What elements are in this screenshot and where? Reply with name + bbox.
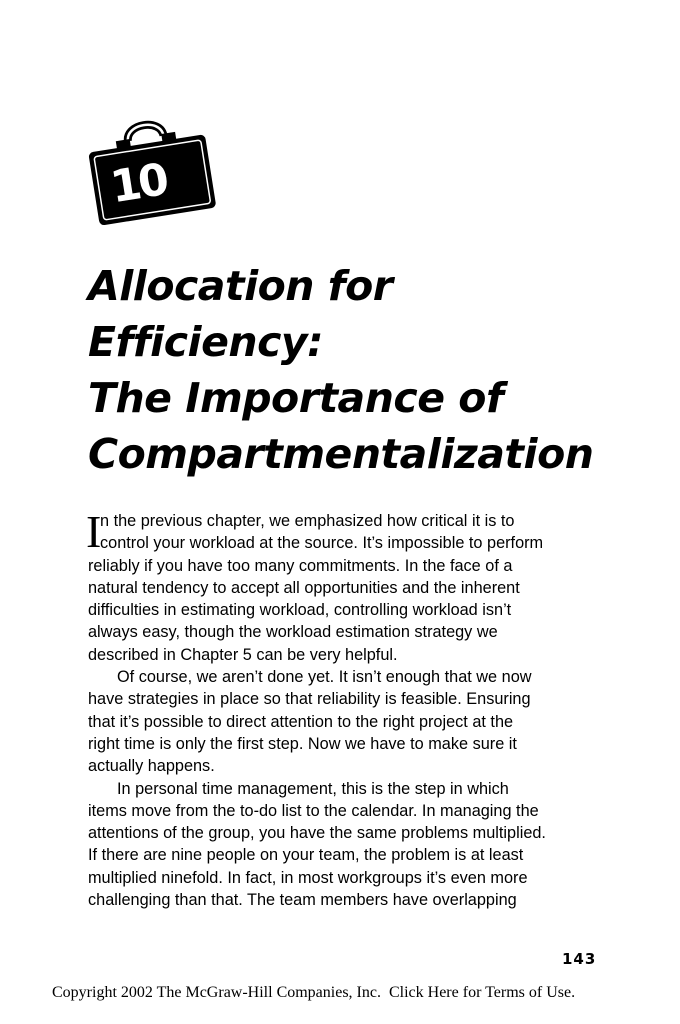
chapter-title [88,258,593,482]
page-number: 143 [562,950,597,968]
text-line: reliably if you have too many commitments. In the face of a [88,556,513,575]
text-line: natural tendency to accept all opportunities and the inherent [88,578,520,597]
paragraph-2 [88,666,600,777]
text-line: If there are nine people on your team, the problem is at least [88,846,524,865]
title-line: Efficiency: [88,318,324,366]
text-line: control your workload at the source. It’s impossible to perform [100,534,544,553]
text-line: challenging than that. The team members have overlapping [88,891,517,910]
chapter-number: 10 [107,154,170,214]
text-line: Of course, we aren’t done yet. It isn’t enough that we now [117,668,532,687]
title-line: Compartmentalization [88,430,594,478]
body-text [86,506,600,911]
text-line: right time is only the first step. Now we have to make sure it [88,734,517,753]
chapter-briefcase-icon [84,108,220,226]
text-line: that it’s possible to direct attention to the right project at the [88,712,514,731]
terms-of-use-link[interactable]: Click Here for Terms of Use. [388,984,576,1001]
text-line: In personal time management, this is the step in which [117,779,509,798]
text-line-content: n the previous chapter, we emphasized how critical it is to [100,512,515,530]
text-line: multiplied ninefold. In fact, in most workgroups it’s even more [88,868,528,887]
title-line: Allocation for [88,262,393,310]
text-line: always easy, though the workload estimation strategy we [88,623,498,642]
copyright-footer [52,984,575,1002]
text-line: attentions of the group, you have the same problems multiplied. [88,824,546,843]
text-line: described in Chapter 5 can be very helpful. [88,645,398,664]
drop-cap: I [86,506,102,557]
paragraph-1 [86,506,600,666]
title-line: The Importance of [88,374,504,422]
text-line: have strategies in place so that reliability is feasible. Ensuring [88,690,531,709]
text-line: items move from the to-do list to the calendar. In managing the [88,801,539,820]
text-line: difficulties in estimating workload, controlling workload isn’t [88,601,512,620]
text-line: actually happens. [88,757,215,776]
copyright-text: Copyright 2002 The McGraw-Hill Companies, Inc. [52,984,381,1001]
paragraph-3 [88,778,600,912]
